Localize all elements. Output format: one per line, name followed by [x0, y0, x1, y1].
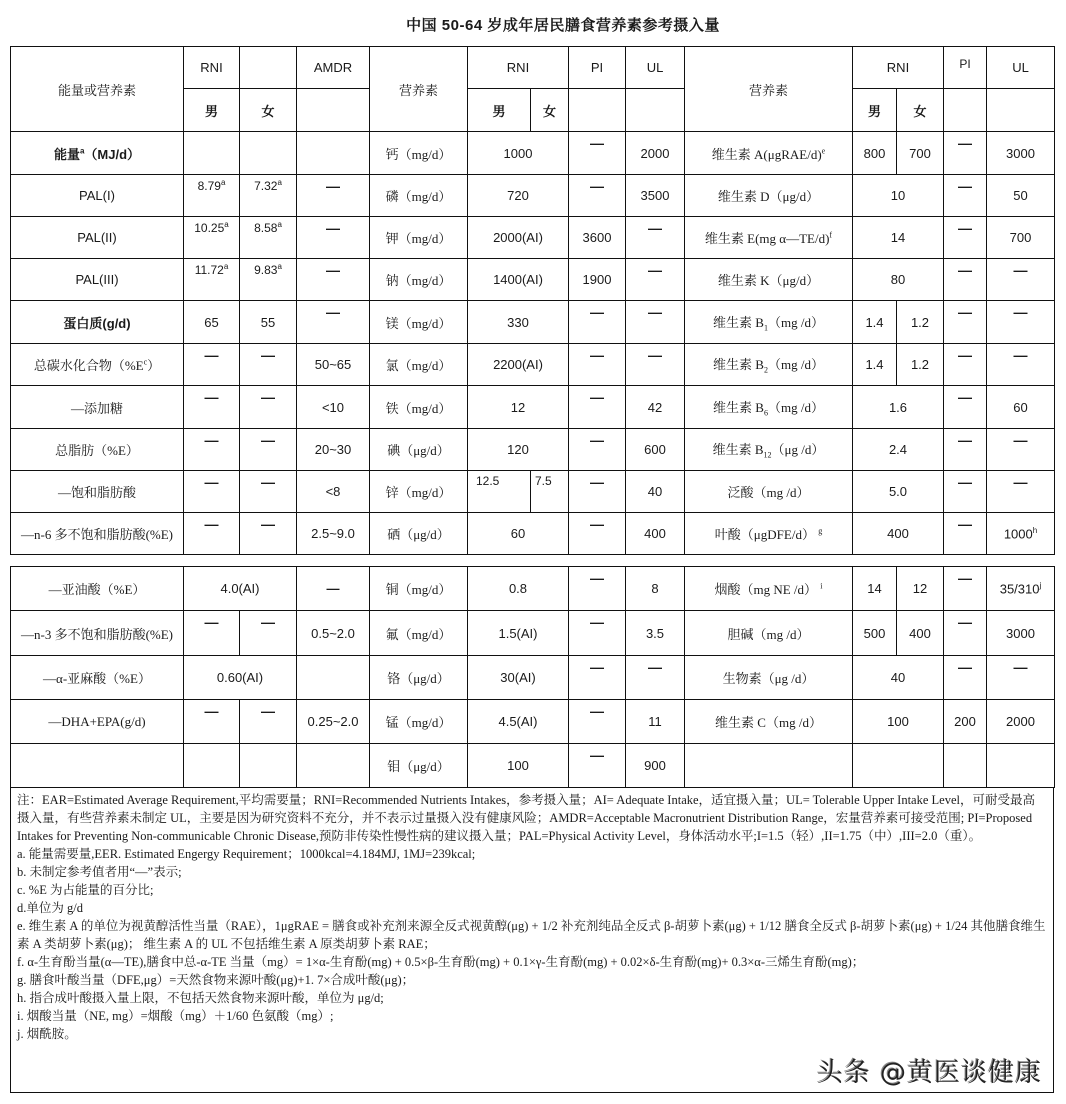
cell-pi: —: [944, 567, 987, 611]
header-empty-amdr: [297, 89, 370, 132]
cell-amdr: —: [297, 567, 370, 611]
nutrient-label: 铬（μg/d）: [370, 656, 468, 700]
cell-amdr: <8: [297, 471, 370, 513]
cell-ul: [987, 744, 1055, 788]
cell-pi: —: [569, 513, 626, 555]
cell-rni: 30(AI): [468, 656, 569, 700]
cell-amdr: [297, 744, 370, 788]
cell-male: 12.5: [468, 471, 531, 513]
nutrient-label: 维生素 $B_{12}(\mu g$ /d）: [685, 429, 853, 471]
cell-ul: —: [987, 259, 1055, 301]
cell-pi: 200: [944, 700, 987, 744]
table-row: [11, 567, 1055, 611]
cell-rni: 400: [853, 513, 944, 555]
table-row: [11, 513, 1055, 555]
cell-rni: 2.4: [853, 429, 944, 471]
cell-female: 7.5: [531, 471, 569, 513]
nutrient-label: 维生素 $B_6(mg$ /d）: [685, 386, 853, 429]
cell-male: 11.72$^a$: [184, 259, 240, 301]
table-row: [11, 259, 1055, 301]
cell-pi: —: [944, 132, 987, 175]
cell-female: —: [240, 513, 297, 555]
table-row: [11, 344, 1055, 386]
cell-pi: —: [569, 429, 626, 471]
note-a: a. 能量需要量,EER. Estimated Engergy Requirement；1000kcal=4.184MJ, 1MJ=239kcal;: [17, 847, 476, 861]
table-row: [11, 471, 1055, 513]
cell-female: —: [240, 700, 297, 744]
nutrient-label: 锌（mg/d）: [370, 471, 468, 513]
nutrient-label: 钾（mg/d）: [370, 217, 468, 259]
nutrient-label: 维生素 D（μg/d）: [685, 175, 853, 217]
row-label: —n-6 多不饱和脂肪酸(%E): [11, 513, 184, 555]
cell-amdr: —: [297, 259, 370, 301]
header-ul-b: UL: [626, 47, 685, 89]
cell-female: —: [240, 344, 297, 386]
cell-amdr: —: [297, 217, 370, 259]
header-female-c: 女: [897, 89, 944, 132]
table-row: [11, 700, 1055, 744]
cell-rni: 1.6: [853, 386, 944, 429]
header-empty-ul-b: [626, 89, 685, 132]
cell-pi: [944, 744, 987, 788]
cell-female: 55: [240, 301, 297, 344]
cell-ul: 900: [626, 744, 685, 788]
cell-male: —: [184, 611, 240, 656]
nutrient-label: 烟酸（mg NE /d） $^i$: [685, 567, 853, 611]
table-row: [11, 301, 1055, 344]
cell-amdr: 20~30: [297, 429, 370, 471]
note-h: h. 指合成叶酸摄入量上限，不包括天然食物来源叶酸，单位为 μg/d;: [17, 991, 384, 1005]
note-c: c. %E 为占能量的百分比;: [17, 883, 154, 897]
cell-pi: —: [944, 217, 987, 259]
cell-pi: —: [944, 611, 987, 656]
note-abbreviations: 注：EAR=Estimated Average Requirement,平均需要量；RNI=Recommended Nutrients Intakes，参考摄入量；AI= Adequate Intake，适宜摄入量；UL= Tolerable Upper Intake Level，可耐受最高摄入量，有些营养素未制定 UL，主要是因为研究资料不充分，并不表示过量摄入没有健康风险；AMDR=Acceptable Macronutrient Distribution Range，宏量营养素可接受范围; PI=Proposed Intakes for Preventing Non-communicable Chronic Disease,预防非传染性慢性病的建议摄入量；PAL=Physical Activity Level，身体活动水平;I=1.5（轻）,II=1.75（中）,III=2.0（重）。: [17, 793, 1035, 843]
cell-male: 65: [184, 301, 240, 344]
cell-rni: 5.0: [853, 471, 944, 513]
cell-rni: 0.8: [468, 567, 569, 611]
header-empty-pi-c: [944, 89, 987, 132]
cell-female: [240, 132, 297, 175]
header-energy-or-nutrient: 能量或营养素: [11, 47, 184, 132]
header-female-a: 女: [240, 89, 297, 132]
cell-female: —: [240, 386, 297, 429]
nutrient-label: 镁（mg/d）: [370, 301, 468, 344]
cell-male: —: [184, 429, 240, 471]
cell-ul: —: [626, 344, 685, 386]
cell-ul: —: [987, 656, 1055, 700]
note-i: i. 烟酸当量（NE, mg）=烟酸（mg）＋1/60 色氨酸（mg）;: [17, 1009, 334, 1023]
cell-female: 1.2: [897, 344, 944, 386]
table-row: [11, 386, 1055, 429]
nutrient-label: 生物素（μg /d）: [685, 656, 853, 700]
nutrient-label: 氟（mg/d）: [370, 611, 468, 656]
cell-pi: —: [944, 175, 987, 217]
note-d: d.单位为 g/d: [17, 901, 83, 915]
nutrient-label: 钼（μg/d）: [370, 744, 468, 788]
cell-male: —: [184, 386, 240, 429]
note-f: f. α-生育酚当量(α—TE),膳食中总-α-TE 当量（mg）= 1×α-生育酚(mg) + 0.5×β-生育酚(mg) + 0.1×γ-生育酚(mg) + 0.02×δ-生育酚(mg)+ 0.3×α-三烯生育酚(mg)；: [17, 955, 865, 969]
table-row: [11, 656, 1055, 700]
cell-ul: —: [987, 471, 1055, 513]
nutrient-label: 叶酸（μgDFE/d） $^g$: [685, 513, 853, 555]
cell-male: 14: [853, 567, 897, 611]
header-nutrient-b: 营养素: [370, 47, 468, 132]
cell-ul: 400: [626, 513, 685, 555]
cell-ul: 2000: [987, 700, 1055, 744]
cell-amdr: 2.5~9.0: [297, 513, 370, 555]
footnotes: [10, 787, 1054, 1093]
cell-ul: 40: [626, 471, 685, 513]
cell-ul: 3000: [987, 611, 1055, 656]
row-label: 总脂肪（%E）: [11, 429, 184, 471]
cell-rni: 100: [468, 744, 569, 788]
nutrient-label: 维生素 $B_1(mg$ /d）: [685, 301, 853, 344]
cell-male: —: [184, 344, 240, 386]
cell-male: 1.4: [853, 344, 897, 386]
header-amdr: AMDR: [297, 47, 370, 89]
cell-rni: 12: [468, 386, 569, 429]
cell-ul: 35/310$^j$: [987, 567, 1055, 611]
cell-pi: —: [944, 656, 987, 700]
page-title: 中国 50-64 岁成年居民膳食营养素参考摄入量: [406, 17, 720, 34]
nutrient-label: 维生素 $B_2(mg$ /d）: [685, 344, 853, 386]
cell-amdr: 0.25~2.0: [297, 700, 370, 744]
cell-female: 400: [897, 611, 944, 656]
row-label: —添加糖: [11, 386, 184, 429]
cell-ul: 3500: [626, 175, 685, 217]
cell-ul: —: [626, 656, 685, 700]
row-label: —DHA+EPA(g/d): [11, 700, 184, 744]
cell-pi: —: [569, 175, 626, 217]
cell-ul: 50: [987, 175, 1055, 217]
header-ul-c: UL: [987, 47, 1055, 89]
cell-pi: —: [944, 429, 987, 471]
table-row: [11, 429, 1055, 471]
cell-ul: 700: [987, 217, 1055, 259]
cell-rni: 2000(AI): [468, 217, 569, 259]
cell-rni: 100: [853, 700, 944, 744]
cell-female: —: [240, 429, 297, 471]
cell-female: —: [240, 611, 297, 656]
note-j: j. 烟酰胺。: [17, 1027, 77, 1041]
note-g: g. 膳食叶酸当量（DFE,μg）=天然食物来源叶酸(μg)+1. 7×合成叶酸(μg)；: [17, 973, 415, 987]
cell-female: 9.83$^a$: [240, 259, 297, 301]
header-blank-a: [240, 47, 297, 89]
cell-rni: 4.5(AI): [468, 700, 569, 744]
cell-ul: —: [987, 429, 1055, 471]
cell-male: [184, 744, 240, 788]
cell-pi: —: [944, 471, 987, 513]
note-b: b. 未制定参考值者用“—”表示;: [17, 865, 182, 879]
nutrient-label: 钠（mg/d）: [370, 259, 468, 301]
row-label: [11, 744, 184, 788]
cell-pi: —: [569, 386, 626, 429]
table-row: [11, 217, 1055, 259]
cell-pi: —: [569, 700, 626, 744]
cell-ul: —: [987, 344, 1055, 386]
row-label: —n-3 多不饱和脂肪酸(%E): [11, 611, 184, 656]
table-row: [11, 611, 1055, 656]
cell-male: 800: [853, 132, 897, 175]
nutrient-label: 碘（μg/d）: [370, 429, 468, 471]
header-pi-b: PI: [569, 47, 626, 89]
row-label: 能量$^a$（MJ/d）: [11, 132, 184, 175]
cell-female: 1.2: [897, 301, 944, 344]
cell-rni: 40: [853, 656, 944, 700]
table-row: [11, 744, 1055, 788]
cell-amdr: 50~65: [297, 344, 370, 386]
cell-amdr: [297, 132, 370, 175]
cell-pi: —: [569, 611, 626, 656]
watermark: 头条 @黄医谈健康: [816, 1058, 1042, 1088]
cell-ul: 600: [626, 429, 685, 471]
header-empty-ul-c: [987, 89, 1055, 132]
cell-ul: —: [626, 259, 685, 301]
header-pi-c: PI: [944, 47, 987, 89]
cell-ul: 2000: [626, 132, 685, 175]
cell-pi: —: [569, 744, 626, 788]
cell-pi: —: [944, 344, 987, 386]
cell-rni: 1000: [468, 132, 569, 175]
cell-ul: 3.5: [626, 611, 685, 656]
header-female-b: 女: [531, 89, 569, 132]
cell-amdr: <10: [297, 386, 370, 429]
cell-pi: —: [569, 567, 626, 611]
header-male-a: 男: [184, 89, 240, 132]
cell-female: 700: [897, 132, 944, 175]
cell-amdr: 0.5~2.0: [297, 611, 370, 656]
cell-male: [184, 132, 240, 175]
cell-amdr: —: [297, 175, 370, 217]
cell-ul: —: [626, 301, 685, 344]
cell-female: —: [240, 471, 297, 513]
header-nutrient-c: 营养素: [685, 47, 853, 132]
table-row: [11, 132, 1055, 175]
cell-rni: 720: [468, 175, 569, 217]
cell-rni: 120: [468, 429, 569, 471]
header-rni-b: RNI: [468, 47, 569, 89]
nutrient-label: 氯（mg/d）: [370, 344, 468, 386]
row-label: 蛋白质(g/d): [11, 301, 184, 344]
nutrient-table-section-1: [10, 46, 1055, 555]
cell-male: —: [184, 471, 240, 513]
nutrient-label: 锰（mg/d）: [370, 700, 468, 744]
cell-rni: [853, 744, 944, 788]
header-rni-a: RNI: [184, 47, 240, 89]
table-row: [11, 175, 1055, 217]
cell-pi: —: [569, 656, 626, 700]
cell-rni: 1400(AI): [468, 259, 569, 301]
nutrient-label: 铁（mg/d）: [370, 386, 468, 429]
cell-male: —: [184, 700, 240, 744]
row-label: PAL(I): [11, 175, 184, 217]
cell-rni: 330: [468, 301, 569, 344]
cell-pi: —: [569, 301, 626, 344]
nutrient-label: [685, 744, 853, 788]
cell-amdr: —: [297, 301, 370, 344]
row-label: 总碳水化合物$(\%E^c)$: [11, 344, 184, 386]
cell-pi: —: [944, 301, 987, 344]
cell-rni: 1.5(AI): [468, 611, 569, 656]
cell-rni: 0.60(AI): [184, 656, 297, 700]
cell-ul: 11: [626, 700, 685, 744]
cell-pi: —: [569, 471, 626, 513]
cell-male: 1.4: [853, 301, 897, 344]
row-label: —亚油酸（%E）: [11, 567, 184, 611]
header-male-c: 男: [853, 89, 897, 132]
cell-rni: 80: [853, 259, 944, 301]
cell-pi: —: [944, 259, 987, 301]
nutrient-label: 磷（mg/d）: [370, 175, 468, 217]
cell-ul: 1000$^h$: [987, 513, 1055, 555]
cell-pi: —: [569, 132, 626, 175]
cell-rni: 4.0(AI): [184, 567, 297, 611]
cell-female: 8.58$^a$: [240, 217, 297, 259]
cell-male: 8.79$^a$: [184, 175, 240, 217]
cell-pi: —: [569, 344, 626, 386]
cell-pi: —: [944, 386, 987, 429]
cell-ul: —: [626, 217, 685, 259]
row-label: —饱和脂肪酸: [11, 471, 184, 513]
cell-ul: 42: [626, 386, 685, 429]
nutrient-label: 铜（mg/d）: [370, 567, 468, 611]
cell-rni: 10: [853, 175, 944, 217]
nutrient-label: 维生素 A(μgRAE/d)$^e$: [685, 132, 853, 175]
nutrient-label: 硒（μg/d）: [370, 513, 468, 555]
cell-male: —: [184, 513, 240, 555]
cell-rni: 60: [468, 513, 569, 555]
cell-rni: 14: [853, 217, 944, 259]
cell-female: [240, 744, 297, 788]
cell-ul: 60: [987, 386, 1055, 429]
row-label: PAL(II): [11, 217, 184, 259]
header-rni-c: RNI: [853, 47, 944, 89]
cell-amdr: [297, 656, 370, 700]
cell-ul: 3000: [987, 132, 1055, 175]
row-label: —α-亚麻酸（%E）: [11, 656, 184, 700]
row-label: PAL(III): [11, 259, 184, 301]
cell-female: 12: [897, 567, 944, 611]
nutrient-table-section-2: [10, 566, 1055, 788]
header-empty-pi-b: [569, 89, 626, 132]
nutrient-label: 钙（mg/d）: [370, 132, 468, 175]
nutrient-label: 维生素 E(mg α—TE/d)$^f$: [685, 217, 853, 259]
nutrient-label: 胆碱（mg /d）: [685, 611, 853, 656]
cell-pi: 3600: [569, 217, 626, 259]
cell-pi: 1900: [569, 259, 626, 301]
cell-rni: 2200(AI): [468, 344, 569, 386]
cell-ul: 8: [626, 567, 685, 611]
cell-male: 500: [853, 611, 897, 656]
note-e: e. 维生素 A 的单位为视黄醇活性当量（RAE），1μgRAE = 膳食或补充剂来源全反式视黄醇(μg) + 1/2 补充剂纯品全反式 β-胡萝卜素(μg) + 1/12 膳食全反式 β-胡萝卜素(μg) + 1/24 其他膳食维生素 A 类胡萝卜素(μg)； 维生素 A 的 UL 不包括维生素 A 原类胡萝卜素 RAE；: [17, 919, 1046, 951]
cell-pi: —: [944, 513, 987, 555]
nutrient-label: 维生素 K（μg/d）: [685, 259, 853, 301]
nutrient-label: 维生素 C（mg /d）: [685, 700, 853, 744]
cell-ul: —: [987, 301, 1055, 344]
nutrient-label: 泛酸（mg /d）: [685, 471, 853, 513]
cell-female: 7.32$^a$: [240, 175, 297, 217]
header-male-b: 男: [468, 89, 531, 132]
cell-male: 10.25$^a$: [184, 217, 240, 259]
